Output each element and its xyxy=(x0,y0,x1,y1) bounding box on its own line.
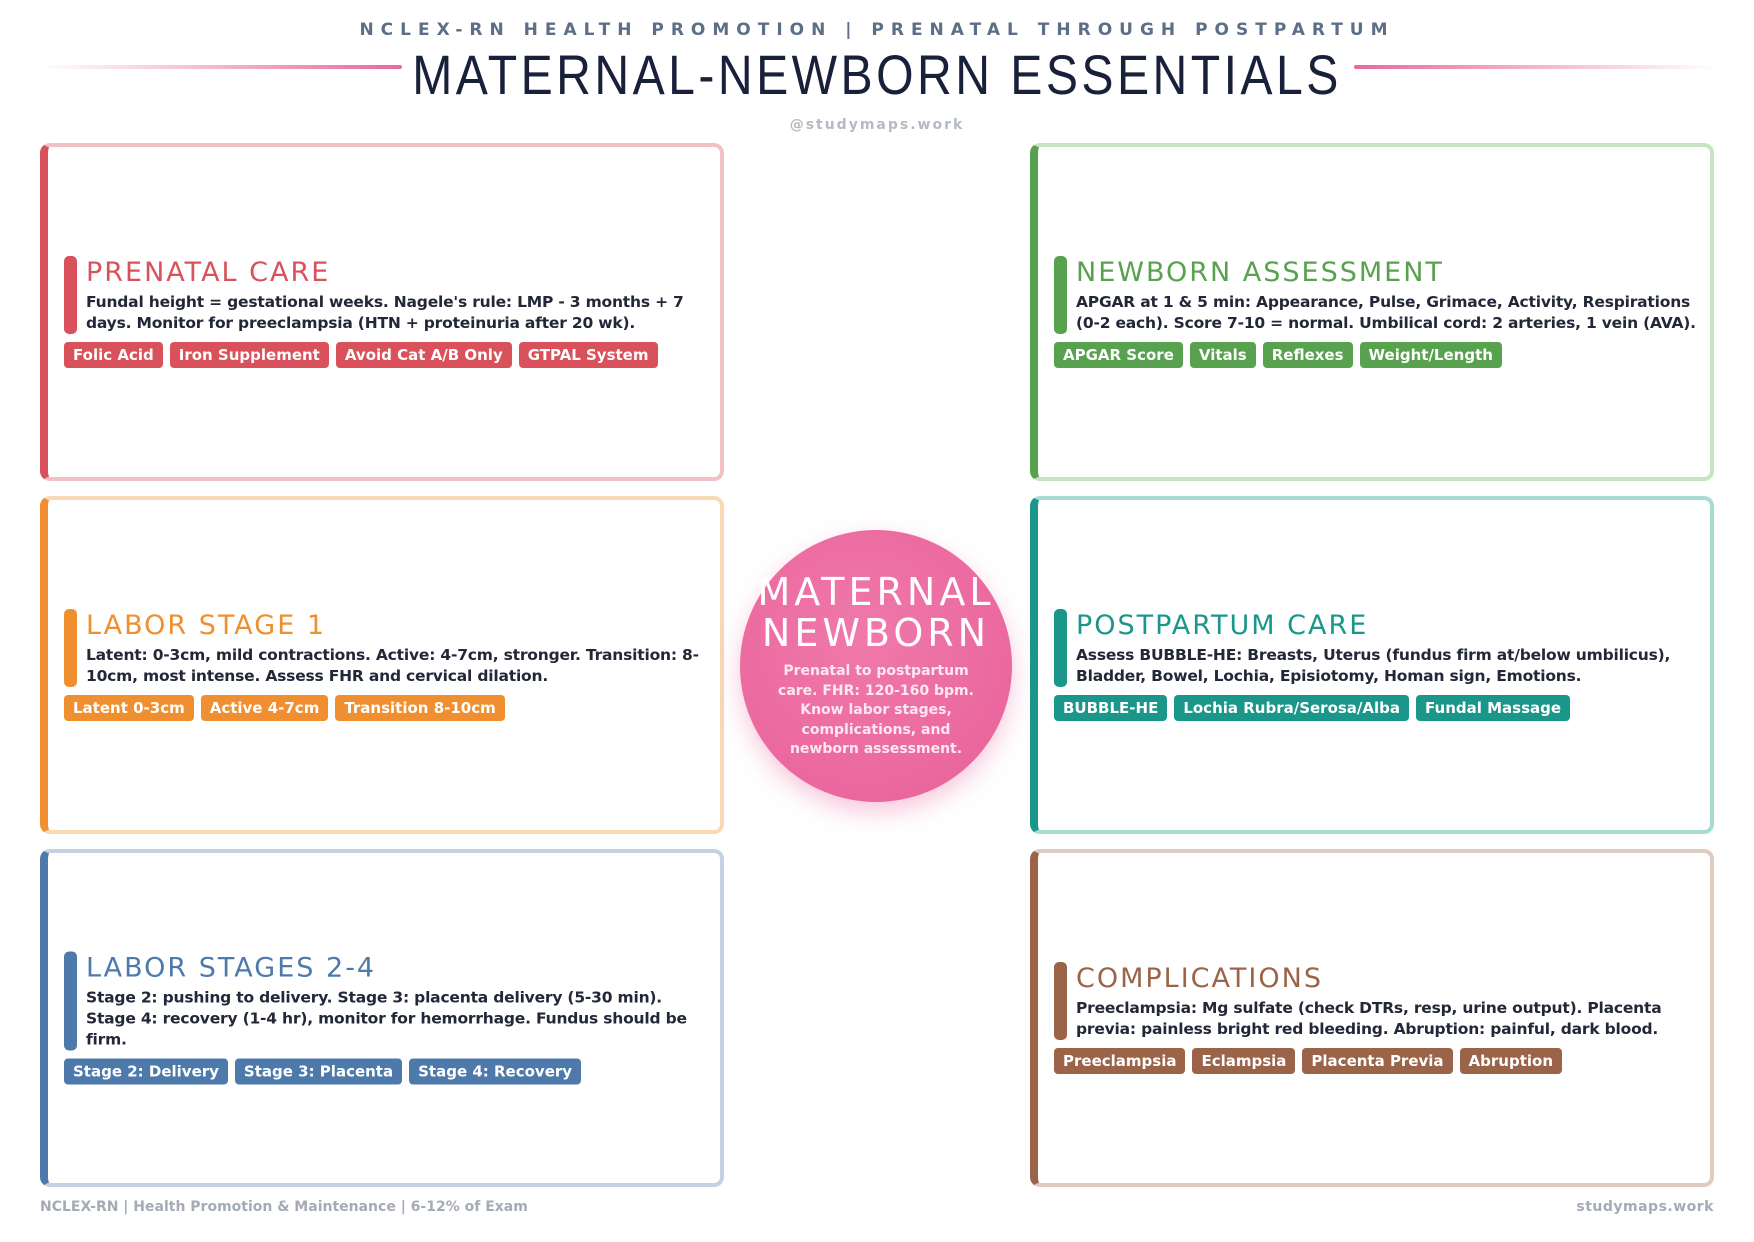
tag: APGAR Score xyxy=(1054,342,1183,368)
tag: Fundal Massage xyxy=(1416,695,1570,721)
tag: Preeclampsia xyxy=(1054,1048,1185,1074)
card-description: Stage 2: pushing to delivery. Stage 3: placenta delivery (5-30 min). Stage 4: recovery (1-4 hr), monitor for hemorrhage. Fundus should be firm. xyxy=(86,988,687,1049)
card-accent-bar xyxy=(64,952,77,1051)
page-title: MATERNAL-NEWBORN ESSENTIALS xyxy=(412,43,1342,106)
tag: Stage 2: Delivery xyxy=(64,1059,228,1085)
tag: Stage 3: Placenta xyxy=(235,1059,402,1085)
center-topic-circle xyxy=(740,530,1012,802)
tag-list xyxy=(64,695,706,721)
tag: Active 4-7cm xyxy=(201,695,329,721)
tag: GTPAL System xyxy=(519,342,658,368)
card-title: LABOR STAGES 2-4 xyxy=(86,952,377,984)
tag: Transition 8-10cm xyxy=(335,695,504,721)
tag-list xyxy=(64,342,706,368)
tag: Weight/Length xyxy=(1360,342,1502,368)
card-complications xyxy=(1030,849,1714,1187)
card-title: PRENATAL CARE xyxy=(86,257,331,288)
page-subtitle: NCLEX-RN HEALTH PROMOTION | PRENATAL THROUGH POSTPARTUM xyxy=(359,20,1395,40)
card-accent-bar xyxy=(64,609,77,687)
footer-site: studymaps.work xyxy=(1576,1199,1714,1215)
tag: Abruption xyxy=(1460,1048,1562,1074)
tag-list xyxy=(1054,342,1696,368)
tag: Avoid Cat A/B Only xyxy=(336,342,512,368)
center-title-line-2: NEWBORN xyxy=(761,611,991,655)
card-labor-stages-2-4 xyxy=(40,849,724,1187)
card-description: Latent: 0-3cm, mild contractions. Active: 4-7cm, stronger. Transition: 8-10cm, most intense. Assess FHR and cervical dilation. xyxy=(86,646,699,685)
tag: Iron Supplement xyxy=(170,342,329,368)
card-description: APGAR at 1 & 5 min: Appearance, Pulse, Grimace, Activity, Respirations (0-2 each). Score 7-10 = normal. Umbilical cord: 2 arteries, 1 vein (AVA). xyxy=(1076,293,1696,332)
tag-list xyxy=(1054,1048,1696,1074)
card-title: POSTPARTUM CARE xyxy=(1076,610,1369,641)
card-description: Preeclampsia: Mg sulfate (check DTRs, resp, urine output). Placenta previa: painless bright red bleeding. Abruption: painful, dark blood. xyxy=(1076,999,1662,1038)
tag: Vitals xyxy=(1190,342,1256,368)
card-title: NEWBORN ASSESSMENT xyxy=(1076,257,1444,288)
center-description: Prenatal to postpartum care. FHR: 120-160 bpm. Know labor stages, complications, and newborn assessment. xyxy=(778,663,974,757)
card-description: Fundal height = gestational weeks. Nagele's rule: LMP - 3 months + 7 days. Monitor for preeclampsia (HTN + proteinuria after 20 wk). xyxy=(86,293,684,332)
tag: Reflexes xyxy=(1263,342,1353,368)
card-accent-bar xyxy=(64,256,77,334)
card-accent-bar xyxy=(1054,962,1067,1040)
card-postpartum-care xyxy=(1030,496,1714,834)
tag-list xyxy=(64,1059,706,1085)
tag-list xyxy=(1054,695,1696,721)
tag: Lochia Rubra/Serosa/Alba xyxy=(1174,695,1409,721)
author-handle: @studymaps.work xyxy=(789,117,965,133)
card-title: LABOR STAGE 1 xyxy=(86,610,327,641)
card-labor-stage-1 xyxy=(40,496,724,834)
card-accent-bar xyxy=(1054,609,1067,687)
card-prenatal-care xyxy=(40,143,724,481)
tag: Latent 0-3cm xyxy=(64,695,194,721)
tag: Placenta Previa xyxy=(1302,1048,1452,1074)
footer-exam-info: NCLEX-RN | Health Promotion & Maintenance | 6-12% of Exam xyxy=(40,1199,528,1215)
card-newborn-assessment xyxy=(1030,143,1714,481)
card-accent-bar xyxy=(1054,256,1067,334)
tag: Eclampsia xyxy=(1192,1048,1295,1074)
center-title-line-1: MATERNAL xyxy=(757,570,995,614)
tag: Folic Acid xyxy=(64,342,163,368)
card-description: Assess BUBBLE-HE: Breasts, Uterus (fundus firm at/below umbilicus), Bladder, Bowel, Lochia, Episiotomy, Homan sign, Emotions. xyxy=(1076,646,1671,685)
tag: Stage 4: Recovery xyxy=(409,1059,581,1085)
tag: BUBBLE-HE xyxy=(1054,695,1167,721)
card-title: COMPLICATIONS xyxy=(1076,963,1323,994)
center-title xyxy=(740,572,1012,654)
